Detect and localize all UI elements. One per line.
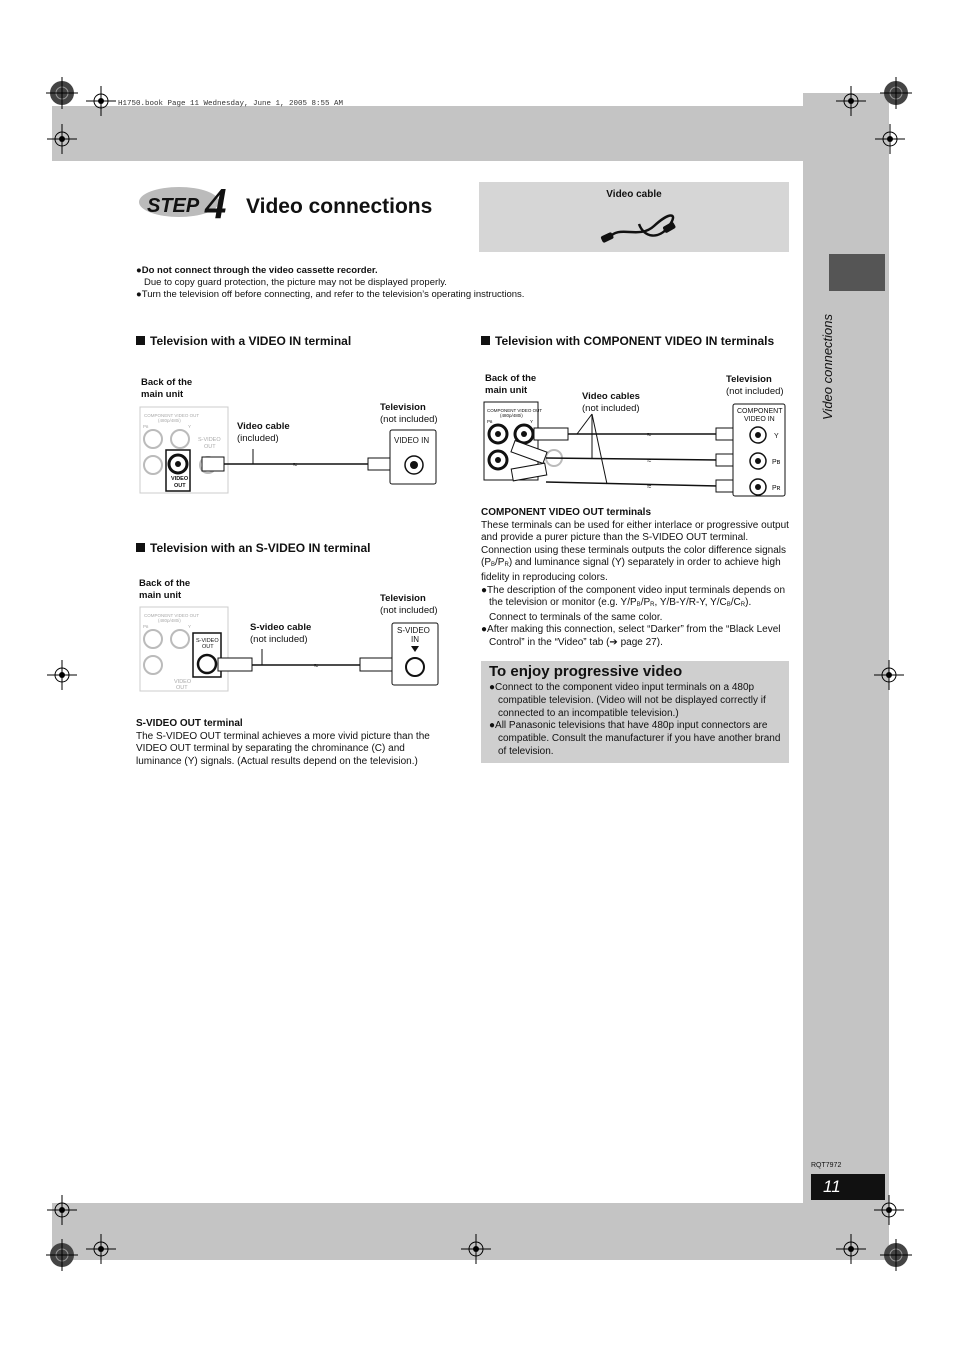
component-bullet-1-d: /C [730,597,741,609]
component-bullet-1-sub2: R [650,602,655,609]
svideo-plug-unit [218,658,252,671]
component-back-label [485,373,536,397]
unit-video-out-1: VIDEO [174,679,192,685]
component-tv-label [726,374,784,398]
file-info: H1750.book Page 11 Wednesday, June 1, 2005 8:55 AM [118,100,344,108]
unit-header-1: COMPONENT VIDEO OUT [487,408,543,413]
svideo-back-label-1: Back of the [139,578,191,589]
heading-component-in [481,334,774,348]
cable-box-label: Video cable [606,189,662,200]
component-bullet-1-e: ). Connect to terminals of the same color. [489,597,752,623]
unit-pr-jack-center [495,457,501,463]
plug-y-unit [534,428,568,440]
component-back-label-1: Back of the [485,373,537,384]
component-cable-label-2: (not included) [582,403,640,414]
heading-video-in-text: Television with a VIDEO IN terminal [150,334,352,348]
svideo-out-jack [198,655,216,673]
unit-pb-jack-center [495,431,501,437]
note-line-2: Due to copy guard protection, the picture may not be displayed properly. [144,277,447,288]
registration-mark-icon [880,1239,912,1271]
unit-pb-label: Pʙ [143,424,149,429]
note-line-1: ●Do not connect through the video cassette recorder. [136,265,378,276]
component-bullet-1-sub3: B [726,602,731,609]
unit-header-1: COMPONENT VIDEO OUT [144,413,200,418]
unit-video-out-2: OUT [174,483,186,489]
svideo-cable-label-1: S-video cable [250,622,312,633]
crosshair-icon [47,660,77,690]
tv-pr-jack-center [755,484,761,490]
unit-header-2: (480p/480i) [500,413,523,418]
square-bullet-icon [136,336,145,345]
notes [136,265,524,301]
cable-plug-unit [202,457,224,471]
jack-pr [144,456,162,474]
callout-line [592,414,607,484]
square-bullet-icon [481,336,490,345]
tv-port-label: VIDEO IN [394,436,430,445]
heading-component-in-text: Television with COMPONENT VIDEO IN terminals [495,334,775,348]
component-out-heading: COMPONENT VIDEO OUT terminals [481,507,652,518]
unit-y-label: Y [530,419,534,424]
video-tv-label-1: Television [380,402,426,413]
svideo-tv-label-1: Television [380,593,426,604]
progressive-box [481,661,789,763]
unit-y-label: Y [188,424,192,429]
heading-svideo-in-text: Television with an S-VIDEO IN terminal [150,541,371,555]
crosshair-icon [874,660,904,690]
progressive-title: To enjoy progressive video [489,663,683,680]
unit-pb-label: Pʙ [143,624,149,629]
svideo-cable-label-2: (not included) [250,634,308,645]
video-cable-icon [599,204,689,246]
header-band [52,106,889,161]
component-cable-label-1: Video cables [582,391,640,402]
video-back-label [141,377,192,401]
svideo-out-description [136,718,446,768]
video-back-label-1: Back of the [141,377,193,388]
component-bullet-1-sub4: R [740,602,746,609]
unit-header-2: (480p/480i) [158,418,181,423]
jack-pb [144,630,162,648]
jack-pb [144,430,162,448]
square-bullet-icon [136,543,145,552]
video-cable-label-1: Video cable [237,421,290,432]
crosshair-icon [86,1234,116,1264]
component-tv-label-2: (not included) [726,386,784,397]
component-bullet-2: ●After making this connection, select “Darker” from the “Black Level Control” in the “Video” tab (➔ page 27). [481,624,781,648]
component-out-text [481,520,789,585]
component-bullet-1-a: ●The description of the component video input terminals depends on the television or monitor (e.g. Y/P [481,584,786,609]
unit-video-out-2: OUT [176,685,188,691]
break-mark-icon: ≈ [314,661,319,670]
unit-y-jack-center [521,431,527,437]
component-out-text-b: /P [495,557,505,569]
cable-pb-line [546,458,718,460]
tv-svideo-jack [406,658,424,676]
callout-line [577,414,592,434]
jack-y [171,630,189,648]
page-number: 11 [811,1174,885,1200]
unit-video-out-1: VIDEO [171,476,189,482]
page-title: Video connections [246,195,433,218]
tv-pb-label: Pʙ [772,459,781,466]
break-mark-icon: ≈ [647,482,652,491]
svideo-back-label [139,578,190,602]
heading-video-in [136,334,351,348]
component-tv-label-1: Television [726,374,772,385]
crosshair-icon [86,86,116,116]
registration-mark-icon [46,77,78,109]
break-mark-icon: ≈ [293,460,298,469]
svideo-out-heading: S-VIDEO OUT terminal [136,718,243,729]
crosshair-icon [47,1195,77,1225]
svideo-in-diagram [138,605,443,695]
jack-y [171,430,189,448]
component-out-text-a: These terminals can be used for either interlace or progressive output and provide a purer picture than the S-VIDEO OUT terminal. Connection using these terminals outputs the color difference signals (P [481,519,789,569]
video-out-jack-center [175,461,181,467]
sidebar-label: Video connections [820,313,835,420]
registration-mark-icon [46,1239,78,1271]
registration-mark-icon [880,77,912,109]
tv-y-jack-center [755,432,761,438]
unit-header-2: (480p/480i) [158,618,181,623]
heading-svideo-in [136,541,371,555]
component-bullet-1 [481,585,789,625]
tv-port-label-1: S-VIDEO [397,626,430,635]
svideo-back-label-2: main unit [139,590,182,601]
tv-pr-label: Pʀ [772,485,781,492]
crosshair-icon [836,1234,866,1264]
tv-y-label: Y [774,433,779,440]
side-tab [829,254,885,291]
progressive-bullet-2: ●All Panasonic televisions that have 480p input connectors are compatible. Consult the manufacturer if you have another brand of television. [489,720,781,757]
unit-pb-label: Pʙ [487,419,493,424]
progressive-bullet-1: ●Connect to the component video input terminals on a 480p compatible television. (Video will not be displayed correctly if connected to an incompatible television.) [489,682,766,719]
video-cable-label-2: (included) [237,433,279,444]
component-bullet-1-c: , Y/B-Y/R-Y, Y/C [654,597,727,609]
component-in-diagram [482,400,792,500]
component-back-label-2: main unit [485,385,528,396]
break-mark-icon: ≈ [647,430,652,439]
cable-box [479,182,789,252]
unit-svideo-1: S-VIDEO [196,638,219,644]
tv-port-label-2: VIDEO IN [744,416,775,423]
component-out-text-c: ) and luminance signal (Y) separately in order to achieve high fidelity in reproducing colors. [481,557,781,583]
video-tv-label-2: (not included) [380,414,438,425]
component-out-text-sub-r: R [504,562,509,569]
component-bullet-1-b: /P [640,597,651,609]
component-out-text-sub-b: B [491,562,496,569]
tv-video-jack-center [410,461,418,469]
step-number: 4 [205,180,227,220]
crosshair-icon [461,1234,491,1264]
tv-port-label-2: IN [411,635,419,644]
svideo-tv-label-2: (not included) [380,605,438,616]
crosshair-icon [47,124,77,154]
unit-svideo-1: S-VIDEO [198,437,221,443]
tv-pb-jack-center [755,458,761,464]
video-back-label-2: main unit [141,389,184,400]
step-logo [137,180,237,220]
unit-header-1: COMPONENT VIDEO OUT [144,613,200,618]
unit-svideo-2: OUT [204,444,216,450]
crosshair-icon [836,86,866,116]
unit-svideo-2: OUT [202,644,214,650]
step-word: STEP [147,195,200,217]
break-mark-icon: ≈ [647,456,652,465]
component-out-description [481,507,789,650]
component-bullet-1-sub1: B [636,602,641,609]
unit-y-label: Y [188,624,192,629]
cable-pr-line [546,482,718,486]
jack-pr [144,656,162,674]
model-number: RQT7972 [811,1162,842,1169]
note-line-3: ●Turn the television off before connecting, and refer to the television’s operating instructions. [136,289,525,300]
video-in-diagram [138,405,443,495]
crosshair-icon [875,124,905,154]
svideo-out-text: The S-VIDEO OUT terminal achieves a more vivid picture than the VIDEO OUT terminal by separating the chrominance (C) and luminance (Y) signals. (Actual results depend on the television.) [136,730,430,767]
tv-port-label-1: COMPONENT [737,408,783,415]
